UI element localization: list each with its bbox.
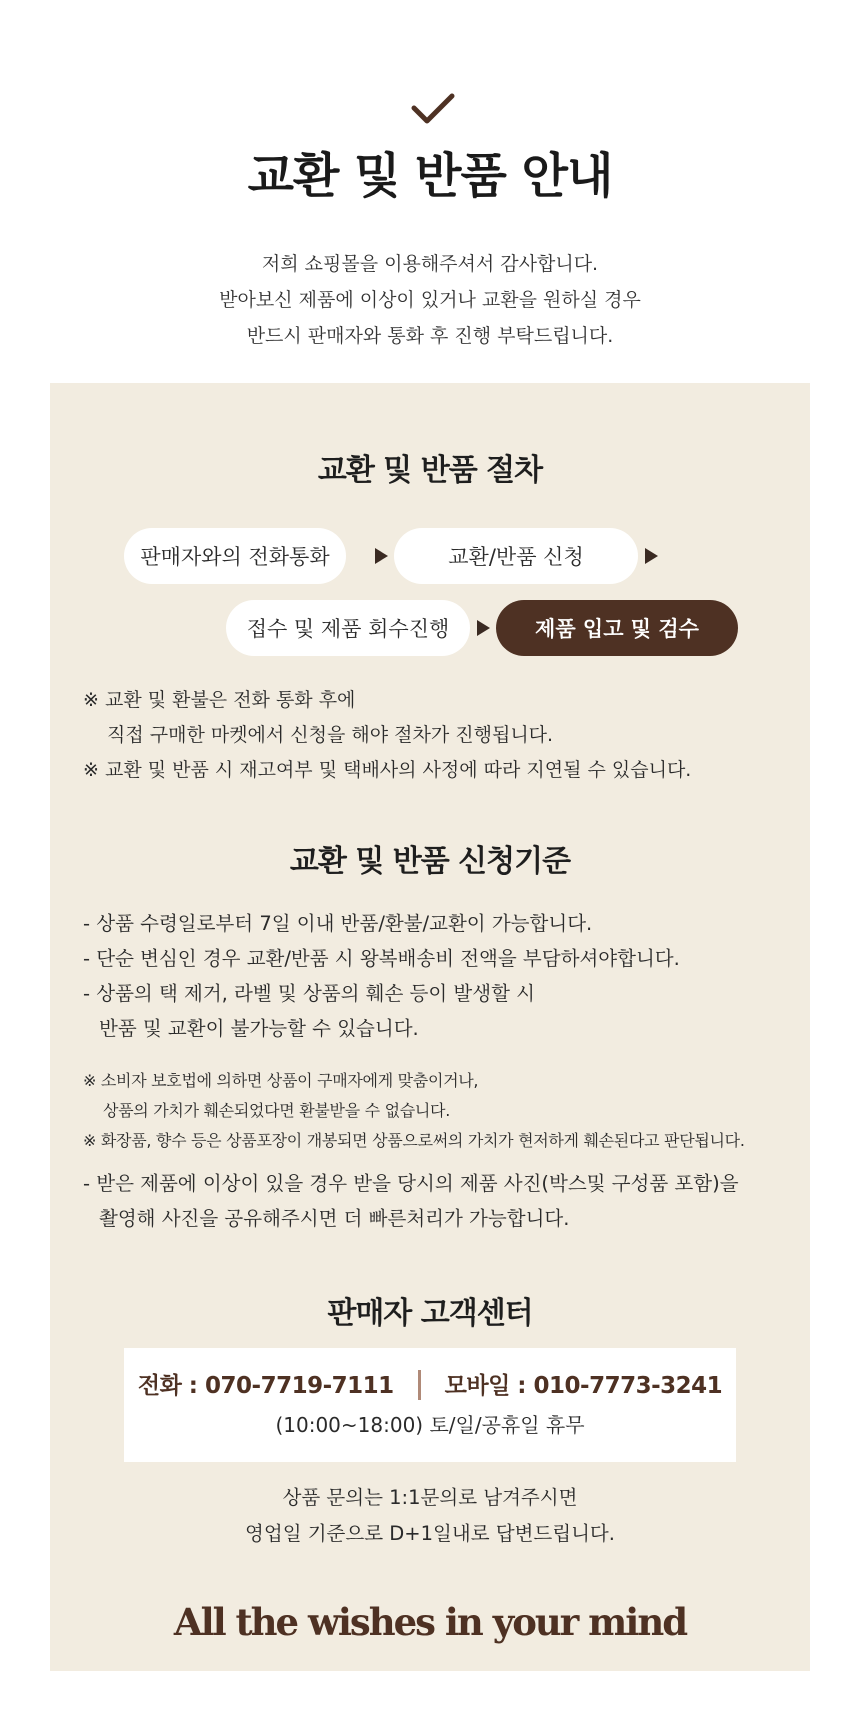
intro-line: 저희 쇼핑몰을 이용해주셔서 감사합니다. bbox=[261, 253, 599, 275]
step-inspection: 제품 입고 및 검수 bbox=[496, 600, 738, 656]
procedure-title: 교환 및 반품 절차 bbox=[317, 453, 543, 488]
criteria-item: - 단순 변심인 경우 교환/반품 시 왕복배송비 전액을 부담하셔야합니다. bbox=[83, 947, 680, 970]
step-arrow-icon bbox=[375, 548, 388, 564]
step-phone-call: 판매자와의 전화통화 bbox=[124, 528, 346, 584]
criteria-item: - 상품의 택 제거, 라벨 및 상품의 훼손 등이 발생할 시 bbox=[83, 982, 535, 1005]
mobile-number: 모바일 : 010-7773-3241 bbox=[444, 1373, 723, 1399]
contact-numbers bbox=[124, 1368, 736, 1404]
business-hours: (10:00~18:00) 토/일/공휴일 휴무 bbox=[275, 1413, 585, 1437]
criteria-item: 반품 및 교환이 불가능할 수 있습니다. bbox=[99, 1017, 419, 1040]
criteria-item: - 상품 수령일로부터 7일 이내 반품/환불/교환이 가능합니다. bbox=[83, 912, 593, 935]
step-collection: 접수 및 제품 회수진행 bbox=[226, 600, 470, 656]
legal-notes bbox=[83, 1066, 745, 1156]
inquiry-text bbox=[50, 1480, 810, 1552]
inquiry-line: 영업일 기준으로 D+1일내로 답변드립니다. bbox=[245, 1522, 615, 1545]
step-request: 교환/반품 신청 bbox=[394, 528, 638, 584]
note-line: 직접 구매한 마켓에서 신청을 해야 절차가 진행됩니다. bbox=[107, 724, 554, 746]
photo-note-line: - 받은 제품에 이상이 있을 경우 받을 당시의 제품 사진(박스및 구성품 포함)을 bbox=[83, 1172, 739, 1195]
step-arrow-icon bbox=[645, 548, 658, 564]
phone-number: 전화 : 070-7719-7111 bbox=[137, 1373, 394, 1399]
intro-line: 받아보신 제품에 이상이 있거나 교환을 원하실 경우 bbox=[219, 289, 641, 311]
info-panel bbox=[50, 383, 810, 1671]
photo-note bbox=[83, 1166, 739, 1236]
page-title: 교환 및 반품 안내 bbox=[247, 148, 613, 204]
criteria-title: 교환 및 반품 신청기준 bbox=[289, 844, 571, 879]
note-line: ※ 교환 및 환불은 전화 통화 후에 bbox=[83, 689, 356, 711]
checkmark-icon bbox=[411, 92, 455, 128]
intro-text bbox=[0, 246, 860, 354]
contact-divider bbox=[418, 1370, 421, 1400]
photo-note-line: 촬영해 사진을 공유해주시면 더 빠른처리가 가능합니다. bbox=[99, 1207, 570, 1230]
step-arrow-icon bbox=[477, 620, 490, 636]
customer-center-title: 판매자 고객센터 bbox=[327, 1296, 533, 1331]
contact-box bbox=[124, 1348, 736, 1462]
criteria-list bbox=[83, 906, 680, 1046]
procedure-notes bbox=[83, 683, 691, 788]
legal-note-line: 상품의 가치가 훼손되었다면 환불받을 수 없습니다. bbox=[103, 1101, 450, 1120]
inquiry-line: 상품 문의는 1:1문의로 남겨주시면 bbox=[282, 1486, 578, 1509]
legal-note-line: ※ 화장품, 향수 등은 상품포장이 개봉되면 상품으로써의 가치가 현저하게 훼손된다고 판단됩니다. bbox=[83, 1131, 745, 1150]
intro-line: 반드시 판매자와 통화 후 진행 부탁드립니다. bbox=[246, 325, 614, 347]
brand-tagline: All the wishes in your mind bbox=[173, 1600, 687, 1644]
note-line: ※ 교환 및 반품 시 재고여부 및 택배사의 사정에 따라 지연될 수 있습니다. bbox=[83, 759, 692, 781]
legal-note-line: ※ 소비자 보호법에 의하면 상품이 구매자에게 맞춤이거나, bbox=[83, 1071, 479, 1090]
